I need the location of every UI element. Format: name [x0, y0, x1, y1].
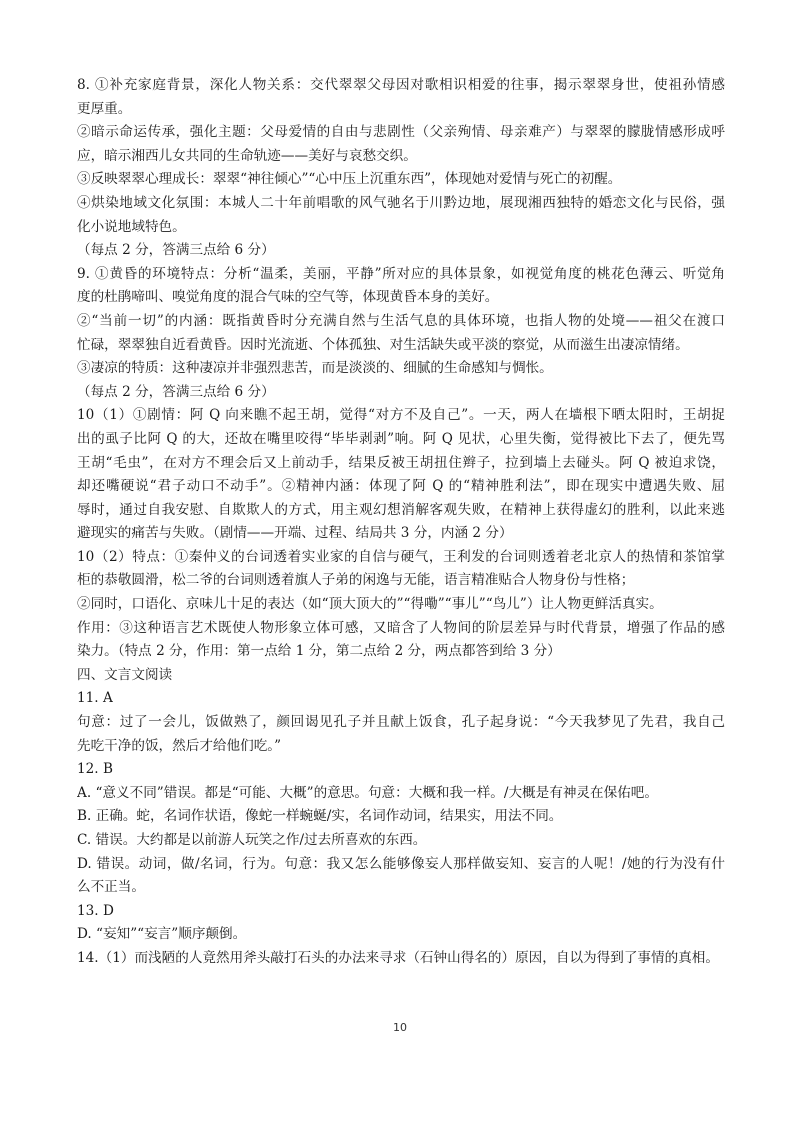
answer-key-text	[77, 74, 725, 971]
scoring-note: （每点 2 分，答满三点给 6 分）	[77, 383, 275, 400]
text-line: 应，暗示湘西儿女共同的生命轨迹——美好与哀愁交织。	[77, 147, 417, 164]
text-line: 却还嘴硬说“君子动口不动手”。②精神内涵：体现了阿 Q 的“精神胜利法”，即在现实中遭遇失败、屈	[77, 478, 725, 495]
text-line: B. 正确。蛇，名词作状语，像蛇一样蜿蜒/实，名词作动词，结果实，用法不同。	[77, 808, 563, 825]
text-line: 出的虱子比阿 Q 的大，还故在嘴里咬得“毕毕剥剥”响。阿 Q 见状，心里失衡，觉得被比下去了，便先骂	[77, 430, 725, 447]
text-line: 作用：③这种语言艺术既使人物形象立体可感，又暗含了人物间的阶层差异与时代背景，增强了作品的感	[77, 619, 725, 636]
text-line: ④烘染地域文化氛围：本城人二十年前唱歌的风气驰名于川黔边地，展现湘西独特的婚恋文化与民俗，强	[77, 194, 725, 211]
text-line: D. “妄知”“妄言”顺序颠倒。	[77, 926, 247, 943]
text-line: 王胡“毛虫”，在对方不理会后又上前动手，结果反被王胡扭住辫子，拉到墙上去碰头。阿 Q 被迫求饶，	[77, 454, 725, 471]
text-line: 么不正当。	[77, 879, 145, 896]
answer-label: 12. B	[77, 761, 113, 778]
text-line: 更厚重。	[77, 100, 132, 117]
text-line: D. 错误。动词，做/名词，行为。句意：我又怎么能够像妄人那样做妄知、妄言的人呢！/她的行为没有什	[77, 855, 725, 872]
text-line: ②同时，口语化、京味儿十足的表达（如“顶大顶大的”“得嘞”“事儿”“鸟儿”）让人物更鲜活真实。	[77, 596, 663, 613]
text-line: ②暗示命运传承，强化主题：父母爱情的自由与悲剧性（父亲殉情、母亲难产）与翠翠的朦胧情感形成呼	[77, 124, 725, 141]
page-number: 10	[393, 1021, 407, 1034]
text-line: 避现实的痛苦与失败。（剧情——开端、过程、结局共 3 分，内涵 2 分）	[77, 525, 513, 542]
text-line: 染力。（特点 2 分，作用：第一点给 1 分，第二点给 2 分，两点都答到给 3 分）	[77, 643, 561, 660]
text-line: A. “意义不同”错误。都是“可能、大概”的意思。句意：大概和我一样。/大概是有神灵在保佑吧。	[77, 784, 658, 801]
text-line: 10（1）①剧情：阿 Q 向来瞧不起王胡，觉得“对方不及自己”。一天，两人在墙根下晒太阳时，王胡捉	[77, 407, 725, 424]
answer-label: 11. A	[77, 690, 113, 707]
text-line: 10（2）特点：①秦仲义的台词透着实业家的自信与硬气，王利发的台词则透着老北京人的热情和茶馆掌	[77, 548, 725, 565]
text-line: ②“当前一切”的内涵：既指黄昏时分充满自然与生活气息的具体环境，也指人物的处境——祖父在渡口	[77, 312, 725, 329]
section-heading: 四、文言文阅读	[77, 666, 173, 683]
text-line: 柜的恭敬圆滑，松二爷的台词则透着旗人子弟的闲逸与无能，语言精准贴合人物身份与性格；	[77, 572, 635, 589]
answer-label: 13. D	[77, 902, 114, 919]
text-line: ③凄凉的特质：这种凄凉并非强烈悲苦，而是淡淡的、细腻的生命感知与惆怅。	[77, 360, 553, 377]
text-line: 14.（1）而浅陋的人竟然用斧头敲打石头的办法来寻求（石钟山得名的）原因，自以为得到了事情的真相。	[77, 949, 719, 966]
text-line: 先吃干净的饭，然后才给他们吃。”	[77, 737, 282, 754]
text-line: ③反映翠翠心理成长：翠翠“神往倾心”“心中压上沉重东西”，体现她对爱情与死亡的初醒。	[77, 171, 622, 188]
scoring-note: （每点 2 分，答满三点给 6 分）	[77, 242, 275, 259]
text-line: 辱时，通过自我安慰、自欺欺人的方式，用主观幻想消解客观失败，在精神上获得虚幻的胜利，以此来逃	[77, 501, 725, 518]
text-line: C. 错误。大约都是以前游人玩笑之作/过去所喜欢的东西。	[77, 832, 427, 848]
text-line: 8. ①补充家庭背景，深化人物关系：交代翠翠父母因对歌相识相爱的往事，揭示翠翠身世，使祖孙情感	[77, 77, 725, 93]
text-line: 句意：过了一会儿，饭做熟了，颜回谒见孔子并且献上饭食，孔子起身说：“今天我梦见了先君，我自己	[77, 714, 725, 731]
text-line: 9. ①黄昏的环境特点：分析“温柔，美丽，平静”所对应的具体景象，如视觉角度的桃花色薄云、听觉角	[77, 265, 725, 282]
text-line: 忙碌，翠翠独自近看黄昏。因时光流逝、个体孤独、对生活缺失或平淡的察觉，从而滋生出凄凉情绪。	[77, 336, 689, 353]
text-line: 化小说地域特色。	[77, 218, 186, 235]
text-line: 度的杜鹃啼叫、嗅觉角度的混合气味的空气等，体现黄昏本身的美好。	[77, 289, 499, 306]
